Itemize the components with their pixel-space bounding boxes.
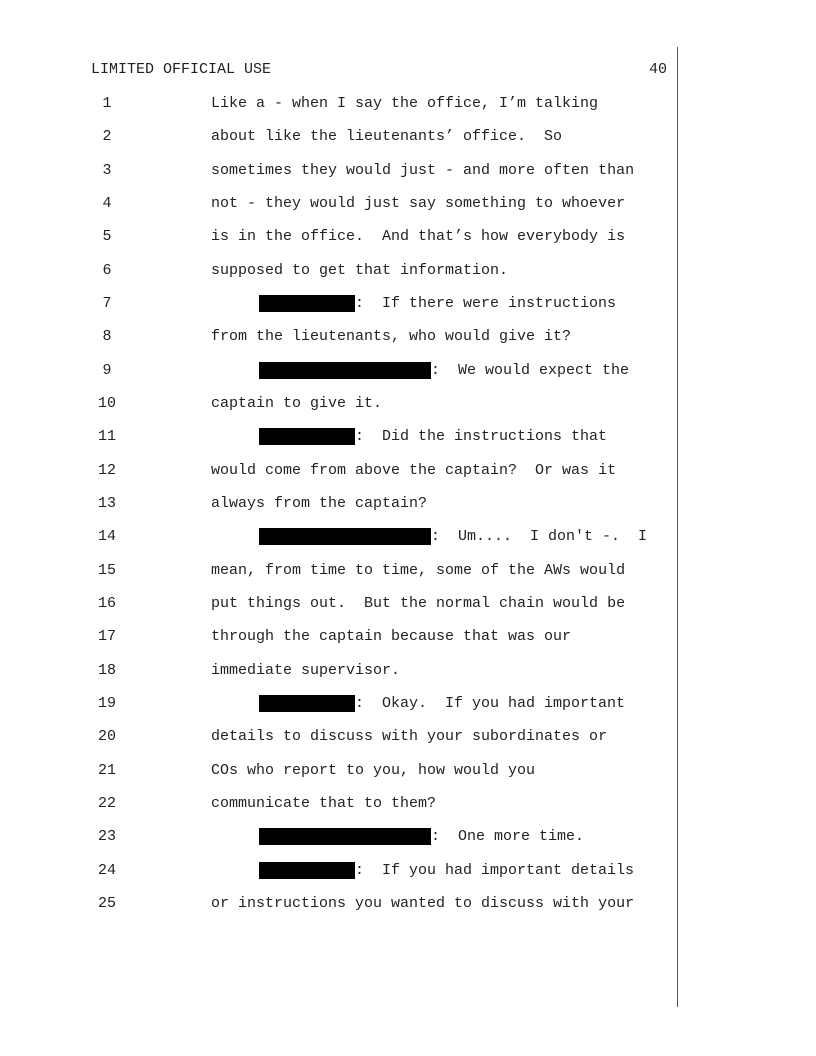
line-number: 23 [97,828,116,845]
line-number: 4 [102,195,112,212]
line-number: 25 [97,895,116,912]
line-number: 17 [97,628,116,645]
speaker-redaction [259,362,431,379]
transcript-line [0,761,676,781]
transcript-line [0,527,676,547]
line-text: : If you had important details [355,862,635,879]
line-number: 22 [97,795,116,812]
transcript-line [0,794,676,814]
transcript-line [0,594,676,614]
transcript-line [0,561,676,581]
speaker-redaction [259,828,431,845]
line-text: communicate that to them? [211,795,437,812]
line-text: : We would expect the [431,362,630,379]
right-margin-rule [677,47,678,1007]
transcript-line [0,327,676,347]
line-number: 20 [97,728,116,745]
line-number: 15 [97,562,116,579]
line-text: details to discuss with your subordinates or [211,728,608,745]
line-text: sometimes they would just - and more often than [211,162,635,179]
transcript-line [0,461,676,481]
line-number: 11 [97,428,116,445]
line-text: through the captain because that was our [211,628,572,645]
line-number: 24 [97,862,116,879]
speaker-redaction [259,862,355,879]
line-text: about like the lieutenants’ office. So [211,128,563,145]
line-number: 9 [102,362,112,379]
speaker-redaction [259,428,355,445]
transcript-line [0,94,676,114]
line-text: always from the captain? [211,495,428,512]
line-text: supposed to get that information. [211,262,509,279]
line-number: 16 [97,595,116,612]
transcript-line [0,694,676,714]
line-number: 1 [102,95,112,112]
line-text: : Did the instructions that [355,428,608,445]
line-number: 5 [102,228,112,245]
transcript-line [0,261,676,281]
line-text: Like a - when I say the office, I’m talking [211,95,599,112]
line-text: immediate supervisor. [211,662,401,679]
line-text: not - they would just say something to whoever [211,195,626,212]
transcript-line [0,627,676,647]
transcript-line [0,494,676,514]
line-number: 6 [102,262,112,279]
speaker-redaction [259,295,355,312]
line-number: 7 [102,295,112,312]
transcript-line [0,127,676,147]
line-number: 2 [102,128,112,145]
line-text: : One more time. [431,828,585,845]
transcript-line [0,294,676,314]
line-text: would come from above the captain? Or was it [211,462,617,479]
line-text: mean, from time to time, some of the AWs would [211,562,626,579]
line-text: : If there were instructions [355,295,617,312]
line-number: 19 [97,695,116,712]
line-text: : Okay. If you had important [355,695,626,712]
line-number: 12 [97,462,116,479]
line-number: 8 [102,328,112,345]
speaker-redaction [259,528,431,545]
line-number: 3 [102,162,112,179]
transcript-line [0,827,676,847]
line-text: captain to give it. [211,395,383,412]
transcript-line [0,194,676,214]
line-text: : Um.... I don't -. I [431,528,648,545]
speaker-redaction [259,695,355,712]
transcript-line [0,861,676,881]
page-number: 40 [648,61,667,78]
classification-header: LIMITED OFFICIAL USE [91,61,272,78]
line-number: 14 [97,528,116,545]
line-text: or instructions you wanted to discuss with your [211,895,635,912]
transcript-line [0,161,676,181]
transcript-line [0,227,676,247]
transcript-line [0,427,676,447]
line-text: COs who report to you, how would you [211,762,536,779]
transcript-line [0,727,676,747]
line-number: 18 [97,662,116,679]
line-text: from the lieutenants, who would give it? [211,328,572,345]
transcript-line [0,894,676,914]
line-number: 10 [97,395,116,412]
transcript-line [0,394,676,414]
line-number: 21 [97,762,116,779]
transcript-line [0,661,676,681]
line-text: is in the office. And that’s how everybody is [211,228,626,245]
line-text: put things out. But the normal chain would be [211,595,626,612]
line-number: 13 [97,495,116,512]
transcript-line [0,361,676,381]
